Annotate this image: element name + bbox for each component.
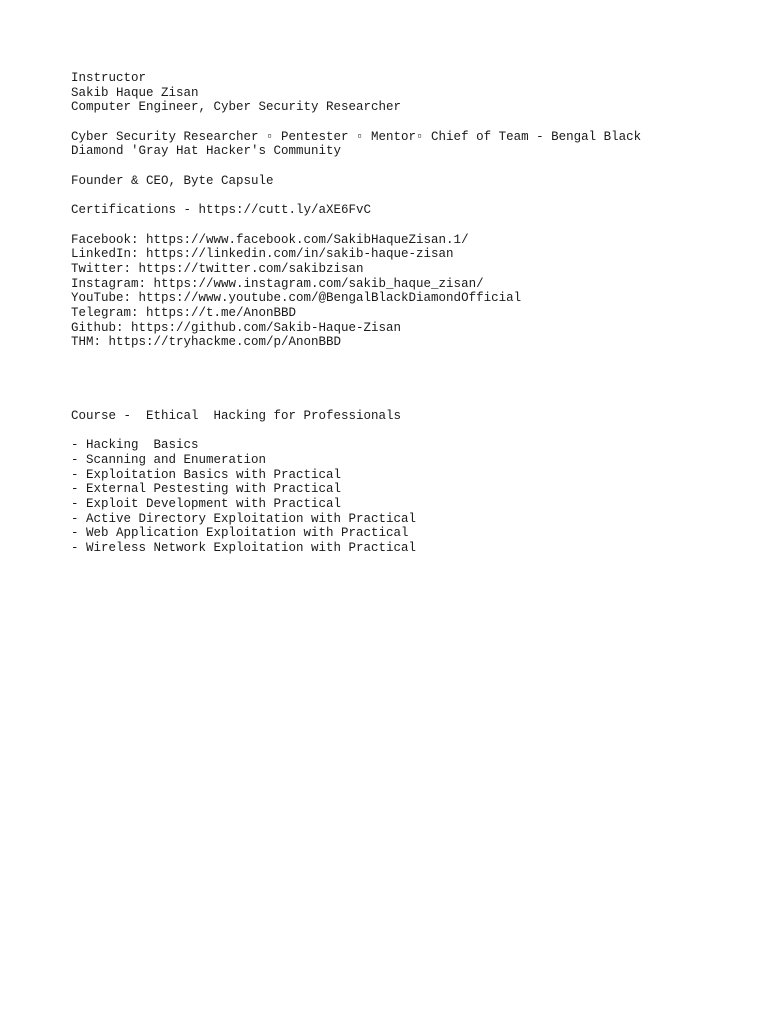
link-facebook: Facebook: https://www.facebook.com/SakibHaqueZisan.1/	[71, 232, 469, 247]
link-telegram: Telegram: https://t.me/AnonBBD	[71, 306, 297, 320]
spacer	[71, 189, 751, 204]
spacer	[71, 159, 751, 174]
course-module-item: - Wireless Network Exploitation with Practical	[71, 541, 417, 556]
course-title: Course - Ethical Hacking for Professionals	[71, 408, 402, 423]
document-page	[71, 71, 751, 556]
founder-line: Founder & CEO, Byte Capsule	[71, 173, 274, 188]
course-module-item: - Scanning and Enumeration	[71, 452, 267, 467]
instructor-roles-line-1: Cyber Security Researcher ▫ Pentester ▫ Mentor▫ Chief of Team - Bengal Black	[71, 129, 642, 144]
link-thm: THM: https://tryhackme.com/p/AnonBBD	[71, 335, 342, 350]
spacer	[71, 115, 751, 130]
link-twitter: Twitter: https://twitter.com/sakibzisan	[71, 261, 364, 276]
instructor-roles-line-2: Diamond 'Gray Hat Hacker's Community	[71, 144, 342, 159]
course-module-item: - Exploitation Basics with Practical	[71, 467, 342, 482]
certifications-line: Certifications - https://cutt.ly/aXE6FvC	[71, 203, 372, 218]
instructor-title: Computer Engineer, Cyber Security Researcher	[71, 100, 402, 115]
course-module-item: - Hacking Basics	[71, 438, 199, 453]
instructor-name: Sakib Haque Zisan	[71, 85, 199, 100]
course-module-item: - Exploit Development with Practical	[71, 496, 342, 511]
spacer	[71, 424, 751, 439]
course-module-item: - Active Directory Exploitation with Practical	[71, 511, 417, 526]
instructor-heading: Instructor	[71, 71, 147, 85]
link-instagram: Instagram: https://www.instagram.com/sakib_haque_zisan/	[71, 276, 484, 291]
course-module-item: - External Pestesting with Practical	[71, 482, 342, 497]
spacer	[71, 350, 751, 409]
course-module-item: - Web Application Exploitation with Practical	[71, 526, 409, 541]
link-youtube: YouTube: https://www.youtube.com/@BengalBlackDiamondOfficial	[71, 291, 522, 306]
link-linkedin: LinkedIn: https://linkedin.com/in/sakib-haque-zisan	[71, 247, 454, 262]
link-github: Github: https://github.com/Sakib-Haque-Zisan	[71, 320, 402, 335]
spacer	[71, 218, 751, 233]
